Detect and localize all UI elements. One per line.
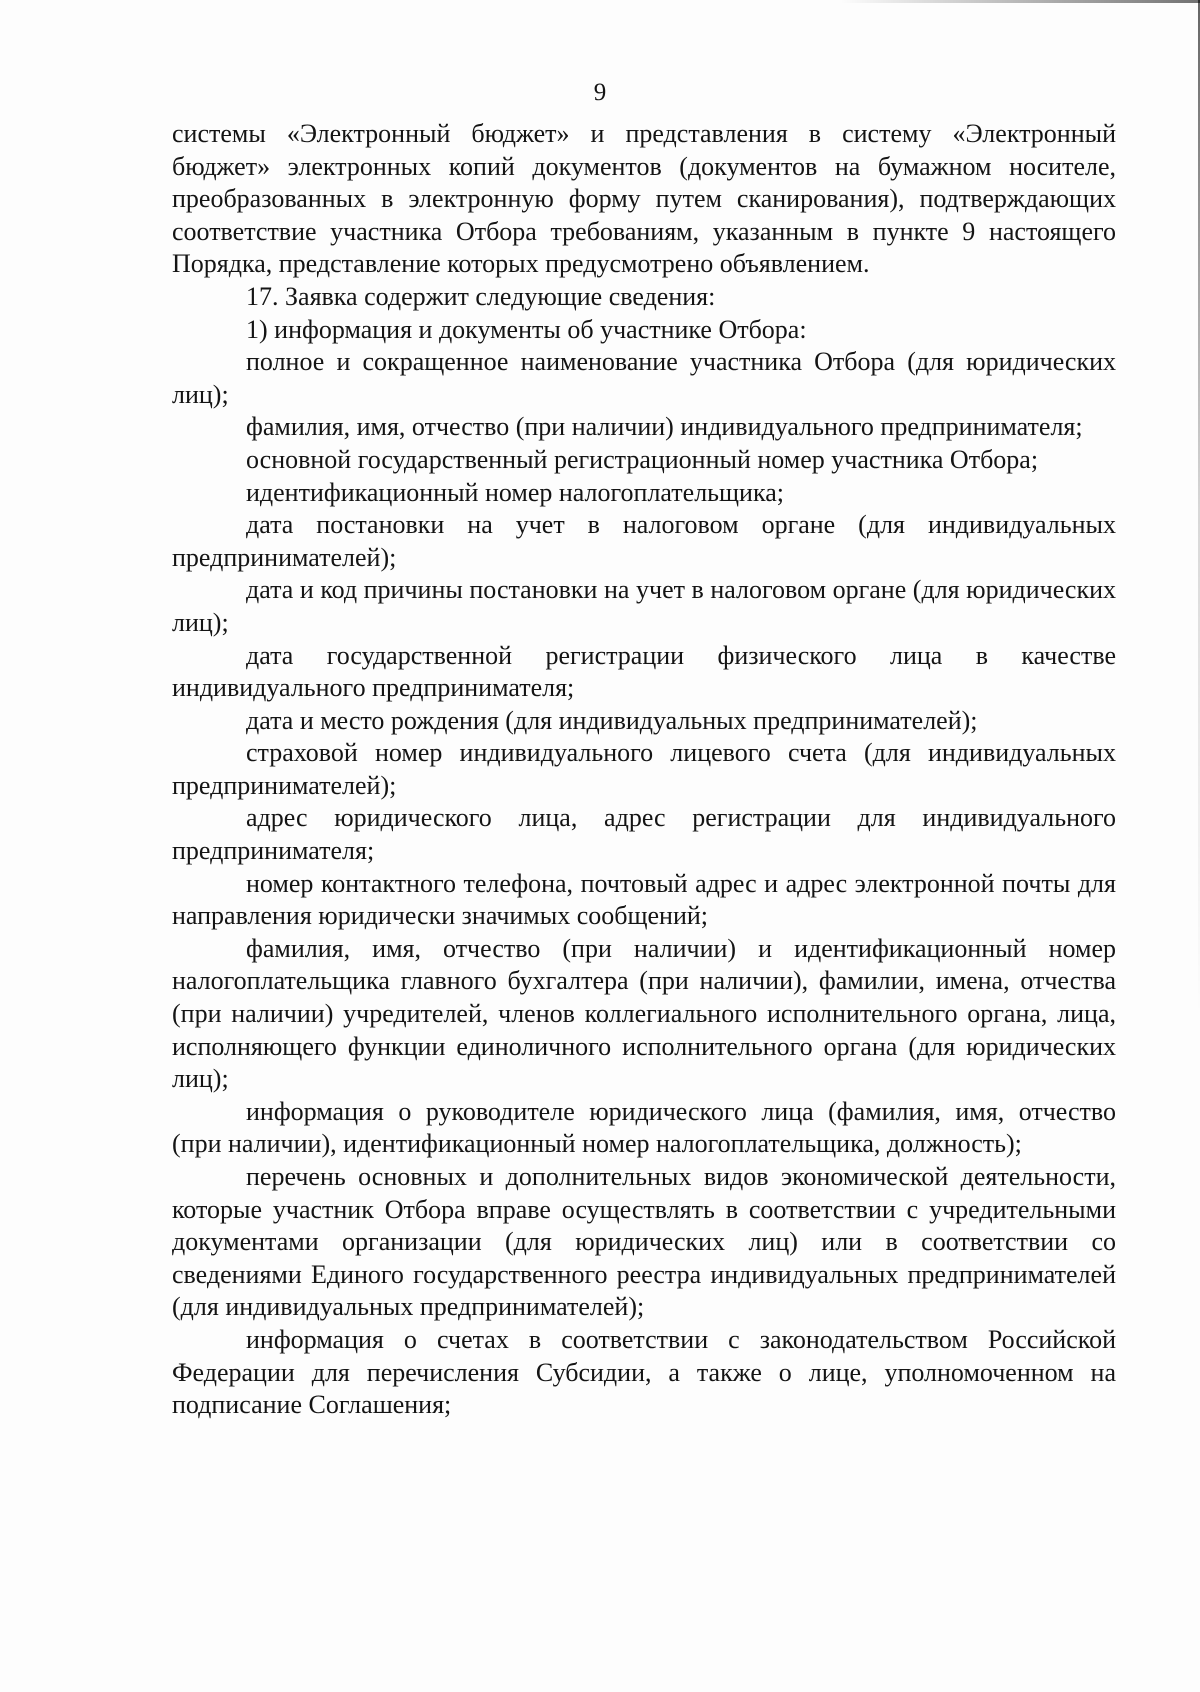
paragraph-continuation: системы «Электронный бюджет» и представления в систему «Электронный бюджет» электронных копий документов (документов на бумажном носителе, преобразованных в электронную форму путем сканирования), подтверждающих соответствие участника Отбора требованиям, указанным в пункте 9 настоящего Порядка, представление которых предусмотрено объявлением. xyxy=(172,119,1116,279)
paragraph-kpp: дата и код причины постановки на учет в налоговом органе (для юридических лиц); xyxy=(172,575,1116,637)
paragraph-contacts: номер контактного телефона, почтовый адрес и адрес электронной почты для направления юридически значимых сообщений; xyxy=(172,868,1116,931)
paragraph-accountant-founders: фамилия, имя, отчество (при наличии) и идентификационный номер налогоплательщика главного бухгалтера (при наличии), фамилии, имена, отчества (при наличии) учредителей, членов коллегиального исполнительного органа, лица, исполняющего функции единоличного исполнительного органа (для юридических лиц); xyxy=(172,933,1116,1094)
paragraph-registration-date: дата постановки на учет в налоговом органе (для индивидуальных предпринимателей); xyxy=(172,510,1116,572)
paragraph-head-info: информация о руководителе юридического лица (фамилия, имя, отчество (при наличии), идентификационный номер налогоплательщика, должность); xyxy=(172,1096,1116,1159)
paragraph-activity-types: перечень основных и дополнительных видов экономической деятельности, которые участник Отбора вправе осуществлять в соответствии с учредительными документами организации (для юридических лиц) или в соответствии со сведениями Единого государственного реестра индивидуальных предпринимателей (для индивидуальных предпринимателей); xyxy=(172,1162,1116,1322)
document-body xyxy=(172,118,1116,1422)
paragraph-ogrn: основной государственный регистрационный номер участника Отбора; xyxy=(246,444,1039,474)
paragraph-address: адрес юридического лица, адрес регистрации для индивидуального предпринимателя; xyxy=(172,803,1116,866)
paragraph-subitem-1: 1) информация и документы об участнике Отбора: xyxy=(246,314,807,344)
paragraph-state-registration: дата государственной регистрации физического лица в качестве индивидуального предпринимателя; xyxy=(172,640,1116,703)
paragraph-fio: фамилия, имя, отчество (при наличии) индивидуального предпринимателя; xyxy=(246,412,1083,442)
paragraph-snils: страховой номер индивидуального лицевого счета (для индивидуальных предпринимателей); xyxy=(172,738,1116,800)
paragraph-birth: дата и место рождения (для индивидуальных предпринимателей); xyxy=(246,705,978,735)
paragraph-item-17: 17. Заявка содержит следующие сведения: xyxy=(246,281,716,311)
paragraph-full-name: полное и сокращенное наименование участника Отбора (для юридических лиц); xyxy=(172,347,1116,409)
paragraph-bank-accounts: информация о счетах в соответствии с законодательством Российской Федерации для перечисления Субсидии, а также о лице, уполномоченном на подписание Соглашения; xyxy=(172,1324,1116,1420)
paragraph-inn: идентификационный номер налогоплательщика; xyxy=(246,477,784,507)
scan-edge-top xyxy=(0,0,1200,3)
page-number: 9 xyxy=(593,79,607,106)
